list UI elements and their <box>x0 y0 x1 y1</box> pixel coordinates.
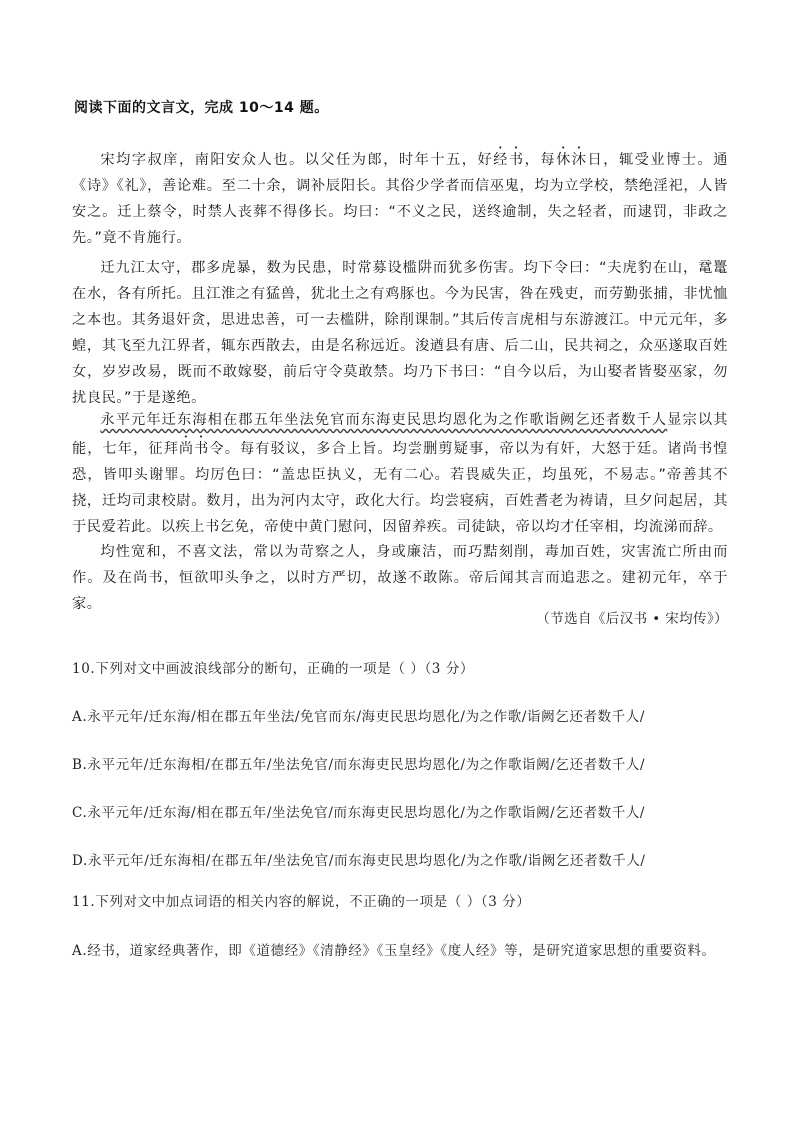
question-10-option-a: A.永平元年/迁东海/相在郡五年坐法/免官而东/海吏民思均恩化/为之作歌/诣阙乞还者数千人/ <box>72 709 645 725</box>
question-10-stem: 10.下列对文中画波浪线部分的断句，正确的一项是（ ）（3 分） <box>72 661 475 677</box>
question-10-option-d: D.永平元年/迁东海相/在郡五年/坐法免官/而东海吏民思均恩化/为之作歌/诣阙乞还者数千人/ <box>72 853 646 869</box>
passage-paragraph-1 <box>72 144 728 251</box>
source-citation: （节选自《后汉书 • 宋均传》） <box>536 611 728 627</box>
dotted-term-shangshu: 尚书 <box>178 441 210 457</box>
passage-paragraph-4: 均性宽和，不喜文法，常以为苛察之人，身或廉洁，而巧黠刻削，毒加百姓，灾害流亡所由而作。及在尚书，恒欲叩头争之，以时方严切，故遂不敢陈。帝后闻其言而追悲之。建初元年，卒于家。 <box>72 544 728 612</box>
section-heading: 阅读下面的文言文，完成 10～14 题。 <box>74 100 329 116</box>
question-11-option-a: A.经书，道家经典著作，即《道德经》《清静经》《玉皇经》《度人经》等，是研究道家思想的重要资料。 <box>72 943 716 959</box>
p1-text-a: 宋均字叔庠，南阳安众人也。以父任为郎，时年十五，好 <box>100 152 494 168</box>
p1-text-c: 日，辄受业博士。通《诗》《礼》，善论难。至二十余，调补辰阳长。其俗少学者而信巫鬼，均为立学校，禁绝淫祀，人皆安之。迁上蔡令，时禁人丧葬不得侈长。均曰：“不义之民，送终逾制，失之轻者，而逮罚，非政之先。”竟不肯施行。 <box>72 152 729 246</box>
passage-paragraph-2: 迁九江太守，郡多虎暴，数为民患，时常募设槛阱而犹多伤害。均下令曰：“夫虎豹在山，鼋鼍在水，各有所托。且江淮之有猛兽，犹北土之有鸡豚也。今为民害，咎在残吏，而劳勤张捕，非忧恤之本也。其务退奸贪，思进忠善，可一去槛阱，除削课制。”其后传言虎相与东游渡江。中元元年，多蝗，其飞至九江界者，辄东西散去，由是名称远近。浚遒县有唐、后二山，民共祠之，众巫遂取百姓女，岁岁改易，既而不敢嫁娶，前后守令莫敢禁。均乃下书曰：“自今以后，为山娶者皆娶巫家，勿扰良民。”于是遂绝。 <box>72 260 728 406</box>
question-10-option-c: C.永平元年/迁东海/相在郡五年/坐法免官/而东海吏民思均恩化/为之作歌诣阙/乞还者数千人/ <box>72 805 646 821</box>
p3-text-b: 令。每有驳议，多合上旨。均尝删剪疑事，帝以为有奸，大怒于廷。诸尚书惶恐，皆叩头谢罪。均厉色曰：“盖忠臣执义，无有二心。若畏威失正，均虽死，不易志。”帝善其不挠，迁均司隶校尉。数月，出为河内太守，政化大行。均尝寝病，百姓耆老为祷请，旦夕问起居，其于民爱若此。以疾上书乞免，帝使中黄门慰问，因留养疾。司徒缺，帝以均才任宰相，均流涕而辞。 <box>72 441 729 535</box>
p3-text-a: 显宗以其能，七年，征拜 <box>72 412 728 457</box>
p1-text-b: ，每 <box>524 152 557 168</box>
passage-paragraph-3 <box>72 407 728 540</box>
dotted-term-xiumu: 休沐 <box>556 152 588 168</box>
question-10-option-b: B.永平元年/迁东海相/在郡五年/坐法免官/而东海吏民思均恩化/为之作歌诣阙/乞还者数千人/ <box>72 757 646 773</box>
wavy-underlined-sentence: 永平元年迁东海相在郡五年坐法免官而东海吏民思均恩化为之作歌诣阙乞还者数千人 <box>100 412 668 428</box>
question-11-stem: 11.下列对文中加点词语的相关内容的解说，不正确的一项是（ ）（3 分） <box>72 894 531 910</box>
dotted-term-jingshu: 经书 <box>493 152 525 168</box>
